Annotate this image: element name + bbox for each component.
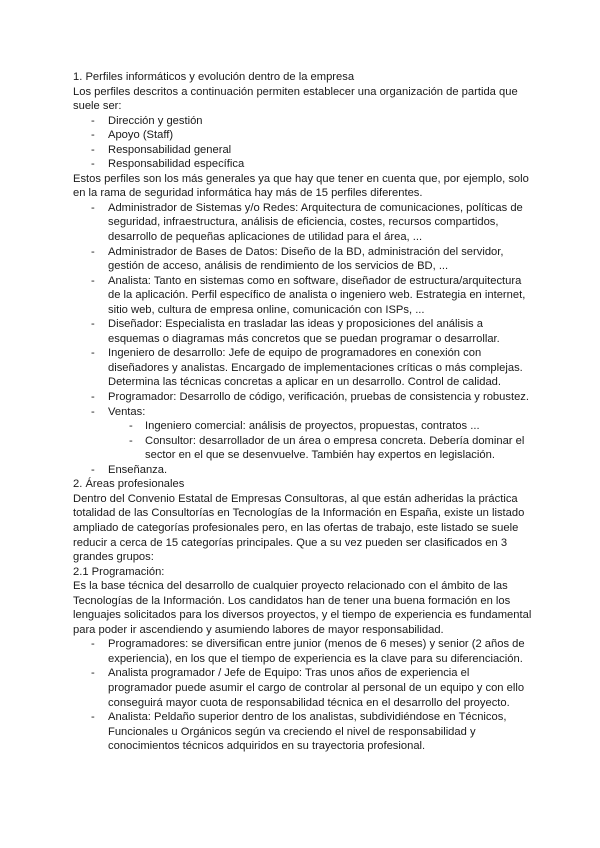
subsection-heading: 2.1 Programación: [73,565,165,578]
section-1-intro: Los perfiles descritos a continuación permiten establecer una organización de partida que suele ser: [73,85,518,113]
list-item: - Administrador de Sistemas y/o Redes: Arquitectura de comunicaciones, políticas de seguridad, infraestructura, análisis de eficiencia, costes, recursos compartidos, desarrollo de pequeñas aplicaciones de utilidad para el área, ... [73,201,533,245]
list-item: - Responsabilidad específica [73,157,533,172]
ventas-label: Ventas: [108,405,146,418]
list-item: - Programador: Desarrollo de código, verificación, pruebas de consistencia y robustez. [73,390,533,405]
list-item: - Enseñanza. [73,463,533,478]
section-2-intro: Dentro del Convenio Estatal de Empresas Consultoras, al que están adheridas la práctica totalidad de las Consultorías en Tecnologías de la Información en España, existe un listado ampliado de categorías profesionales pero, en las ofertas de trabajo, este listado se suele reducir a cerca de 15 categorías principales. Que a su vez pueden ser clasificados en 3 grandes grupos: [73,492,525,564]
list-item: - Administrador de Bases de Datos: Diseño de la BD, administración del servidor, gestión de acceso, análisis de rendimiento de los servicios de BD, ... [73,245,533,274]
programming-list [73,637,533,753]
list-item: - Programadores: se diversifican entre junior (menos de 6 meses) y senior (2 años de experiencia), en los que el tiempo de experiencia es la clave para su diferenciación. [73,637,533,666]
organization-list [73,114,533,172]
section-2-heading: 2. Áreas profesionales [73,478,185,491]
list-item: - Consultor: desarrollador de un área o empresa concreta. Debería dominar el sector en el que se desenvuelve. También hay expertos en legislación. [73,434,533,463]
list-item: - Ingeniero de desarrollo: Jefe de equipo de programadores en conexión con diseñadores y analistas. Encargado de implementaciones críticas o más complejas. Determina las técnicas concretas a aplicar en un desarrollo. Control de calidad. [73,346,533,390]
list-item: - Ingeniero comercial: análisis de proyectos, propuestas, contratos ... [73,419,533,434]
list-item: - Diseñador: Especialista en trasladar las ideas y proposiciones del análisis a esquemas o diagramas más concretos que se puedan programar o desarrollar. [73,317,533,346]
document-page [73,70,533,754]
list-item: - Analista: Peldaño superior dentro de los analistas, subdividiéndose en Técnicos, Funcionales u Orgánicos según va creciendo el nivel de responsabilidad y conocimientos técnicos adquiridos en su trayectoria profesional. [73,710,533,754]
section-1-heading: 1. Perfiles informáticos y evolución dentro de la empresa [73,71,355,83]
profiles-list [73,201,533,419]
list-item: - Analista programador / Jefe de Equipo: Tras unos años de experiencia el programador puede asumir el cargo de controlar al personal de un equipo y con ello conseguirá mayor cuota de responsabilidad técnica en el desarrollo del proyecto. [73,666,533,710]
list-item: - Analista: Tanto en sistemas como en software, diseñador de estructura/arquitectura de la aplicación. Perfil específico de analista o ingeniero web. Estrategia en internet, sitio web, cultura de empresa online, comunicación con ISPs, ... [73,274,533,318]
ventas-sublist [73,419,533,463]
profiles-intro: Estos perfiles son los más generales ya que hay que tener en cuenta que, por ejemplo, solo en la rama de seguridad informática hay más de 15 perfiles diferentes. [73,172,529,200]
ensenanza-list [73,463,533,478]
subsection-intro: Es la base técnica del desarrollo de cualquier proyecto relacionado con el ámbito de las Tecnologías de la Información. Los candidatos han de tener una buena formación en los lenguajes solicitados para los diversos proyectos, y el tiempo de experiencia es fundamental para poder ir ascendiendo y asumiendo labores de mayor responsabilidad. [73,580,532,636]
list-item: - Apoyo (Staff) [73,128,533,143]
list-item: - Responsabilidad general [73,143,533,158]
list-item-ventas [73,405,533,420]
list-item: - Dirección y gestión [73,114,533,129]
